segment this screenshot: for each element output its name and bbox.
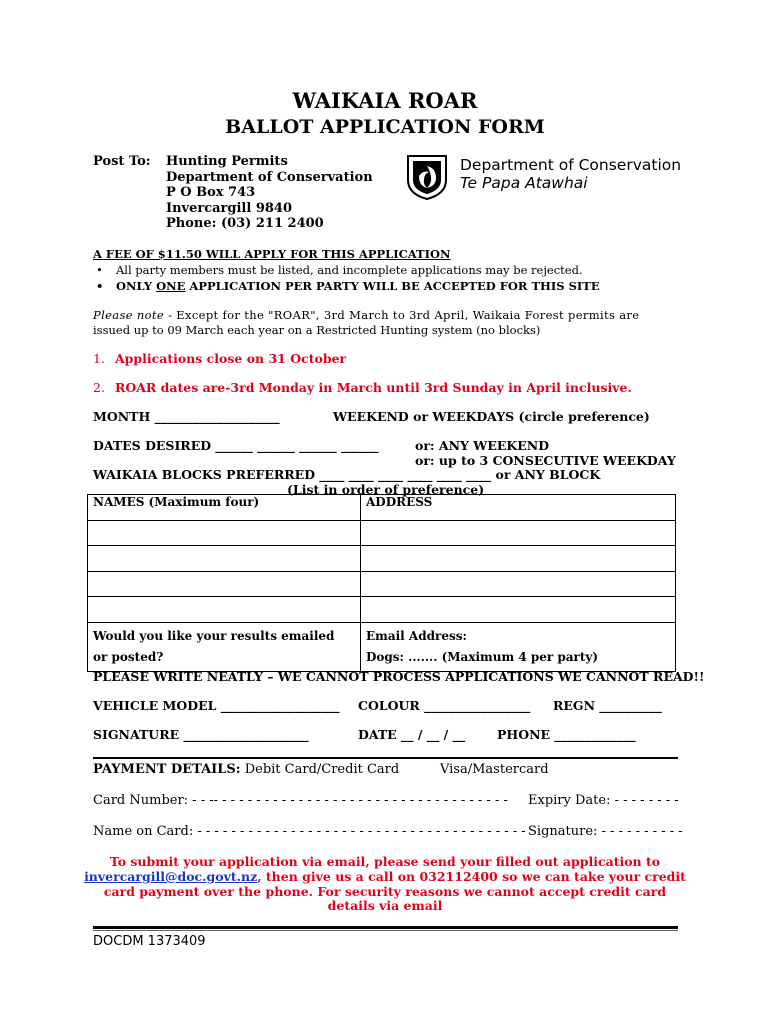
- names-header: NAMES (Maximum four): [88, 495, 361, 521]
- address-cell[interactable]: [361, 597, 676, 623]
- signature-field[interactable]: SIGNATURE ____________________: [93, 727, 309, 742]
- submit-line-1: To submit your application via email, please send your filled out application to: [109, 854, 661, 869]
- table-header-row: [88, 495, 676, 521]
- address-line: Invercargill 9840: [166, 200, 293, 216]
- email-link[interactable]: invercargill@doc.govt.nz: [84, 868, 258, 884]
- address-header: ADDRESS: [361, 495, 676, 521]
- payment-details-row: [93, 762, 399, 777]
- table-row: [88, 520, 676, 546]
- name-cell[interactable]: [88, 546, 361, 572]
- note-lead: Please note: [93, 308, 165, 322]
- address-cell[interactable]: [361, 520, 676, 546]
- name-on-card-field[interactable]: Name on Card: - - - - - - - - - - - - - - - - - - - - - - - - - - - - - - - - - - - - - - -: [93, 824, 526, 839]
- list-order-note: (List in order of preference): [287, 482, 485, 497]
- blocks-preferred-field[interactable]: WAIKAIA BLOCKS PREFERRED ____ ____ ____ ____ ____ ____ or ANY BLOCK: [93, 467, 601, 482]
- logo-line-2: Te Papa Atawhai: [460, 174, 588, 192]
- regn-field[interactable]: REGN __________: [553, 698, 662, 713]
- weekend-preference: WEEKEND or WEEKDAYS (circle preference): [333, 409, 650, 424]
- item-2-number: 2.: [93, 380, 105, 395]
- note-text-1: - Except for the "ROAR", 3rd March to 3rd April, Waikaia Forest permits are: [164, 308, 640, 322]
- email-dogs-cell[interactable]: [361, 622, 676, 671]
- results-question-cell[interactable]: [88, 622, 361, 671]
- payment-label: PAYMENT DETAILS:: [93, 762, 241, 777]
- vehicle-model-field[interactable]: VEHICLE MODEL ___________________: [93, 698, 340, 713]
- submit-instructions: [0, 855, 770, 914]
- footer-rule-bottom: [93, 930, 678, 931]
- card-signature-field[interactable]: Signature: - - - - - - - - - -: [528, 824, 683, 839]
- table-row: [88, 597, 676, 623]
- address-line: Department of Conservation: [166, 169, 373, 185]
- phone-field[interactable]: PHONE _____________: [497, 727, 636, 742]
- submit-line-2-rest: , then give us a call on 032112400 so we can take your credit: [257, 868, 686, 884]
- date-field[interactable]: DATE __ / __ / __: [358, 727, 466, 742]
- doc-logo: [405, 154, 695, 200]
- consecutive-weekday-option: or: up to 3 CONSECUTIVE WEEKDAY: [415, 453, 676, 468]
- name-cell[interactable]: [88, 520, 361, 546]
- bullet-one-application: [116, 279, 600, 293]
- address-line: P O Box 743: [166, 185, 256, 201]
- bullet-text-one: ONE: [156, 279, 186, 293]
- note-line-2: issued up to 09 March each year on a Restricted Hunting system (no blocks): [93, 323, 541, 337]
- item-2: [93, 380, 632, 395]
- submit-line-2: [0, 870, 770, 885]
- submit-line-4: details via email: [327, 898, 443, 914]
- post-to-label: Post To:: [93, 154, 151, 169]
- results-question-1: Would you like your results emailed: [93, 628, 335, 643]
- item-1-number: 1.: [93, 351, 105, 366]
- logo-line-1: Department of Conservation: [460, 156, 682, 174]
- fee-heading: A FEE OF $11.50 WILL APPLY FOR THIS APPLICATION: [93, 247, 451, 261]
- bullet-text-post: APPLICATION PER PARTY WILL BE ACCEPTED FOR THIS SITE: [185, 279, 600, 293]
- payment-divider: [93, 757, 678, 759]
- month-field[interactable]: MONTH ____________________: [93, 409, 280, 424]
- name-cell[interactable]: [88, 597, 361, 623]
- names-table: [87, 494, 676, 672]
- address-cell[interactable]: [361, 546, 676, 572]
- address-cell[interactable]: [361, 571, 676, 597]
- write-neatly-notice: PLEASE WRITE NEATLY – WE CANNOT PROCESS APPLICATIONS WE CANNOT READ!!: [93, 669, 705, 684]
- card-number-field[interactable]: Card Number: - - -- - - - - - - - - - - - - - - - - - - - - - - - - - - - - - - - - - -: [93, 793, 508, 808]
- address-line: Hunting Permits: [166, 154, 288, 169]
- page-title: WAIKAIA ROAR: [292, 88, 478, 113]
- table-row: [88, 571, 676, 597]
- bullet-incomplete: • All party members must be listed, and incomplete applications may be rejected.: [116, 263, 583, 277]
- item-1-text: Applications close on 31 October: [114, 351, 347, 366]
- dates-desired-field[interactable]: DATES DESIRED ______ ______ ______ ______: [93, 438, 379, 453]
- payment-types: Debit Card/Credit Card: [240, 762, 400, 777]
- email-address-label: Email Address:: [366, 628, 467, 643]
- post-to-block: [93, 154, 393, 234]
- table-row: [88, 546, 676, 572]
- expiry-date-field[interactable]: Expiry Date: - - - - - - - -: [528, 793, 679, 808]
- colour-field[interactable]: COLOUR _________________: [358, 698, 531, 713]
- name-cell[interactable]: [88, 571, 361, 597]
- item-1: [93, 351, 346, 366]
- footer-rule-top: [93, 926, 678, 929]
- post-to-address: [166, 154, 373, 232]
- any-weekend-option: or: ANY WEEKEND: [415, 438, 550, 453]
- submit-line-3: card payment over the phone. For security reasons we cannot accept credit card: [103, 883, 667, 899]
- doc-id: DOCDM 1373409: [93, 934, 206, 949]
- bullet-text-pre: ONLY: [116, 279, 157, 293]
- note-line-1: [93, 308, 639, 322]
- doc-emblem-icon: [405, 154, 449, 200]
- address-line: Phone: (03) 211 2400: [166, 216, 324, 232]
- results-row: [88, 622, 676, 671]
- dogs-label: Dogs: ....... (Maximum 4 per party): [366, 649, 599, 664]
- item-2-text: ROAR dates are-3rd Monday in March until 3rd Sunday in April inclusive.: [114, 380, 632, 395]
- visa-mastercard: Visa/Mastercard: [440, 762, 549, 777]
- results-question-2: or posted?: [93, 649, 164, 664]
- page-subtitle: BALLOT APPLICATION FORM: [225, 116, 545, 138]
